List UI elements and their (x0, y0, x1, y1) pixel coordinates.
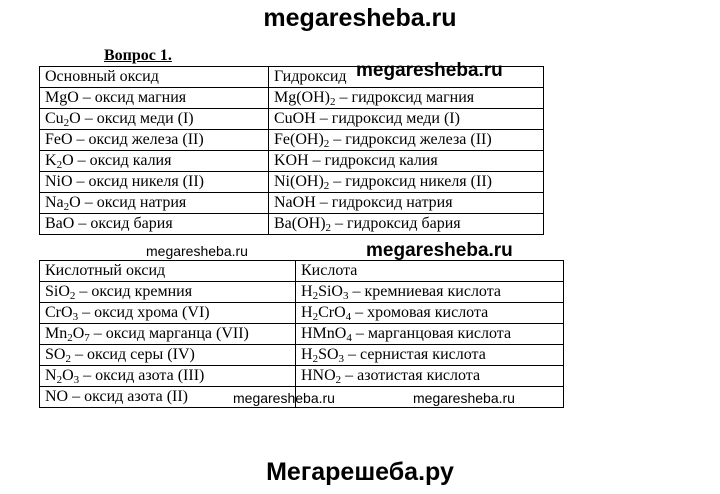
basic-oxides-table (39, 66, 544, 235)
watermark: megaresheba.ru (413, 390, 515, 406)
watermark: megaresheba.ru (146, 243, 248, 259)
table-row (40, 282, 564, 303)
column-header: Кислота (296, 261, 564, 282)
table-cell: $K_2O$ – оксид калия (40, 151, 269, 172)
table-cell: HMnO$_4$ – марганцовая кислота (296, 324, 564, 345)
column-header: Основный оксид (40, 67, 269, 88)
column-header: Кислотный оксид (40, 261, 296, 282)
table-row (40, 193, 544, 214)
table-row (40, 172, 544, 193)
table-cell: $H_2SiO_3$ – кремниевая кислота (296, 282, 564, 303)
table-cell: $SO_2$ – оксид серы (IV) (40, 345, 296, 366)
question-heading: Вопрос 1. (104, 47, 172, 64)
table-cell: $Na_2O$ – оксид натрия (40, 193, 269, 214)
table-cell: $HNO_2$ – азотистая кислота (296, 366, 564, 387)
table-cell: NaOH – гидроксид натрия (269, 193, 544, 214)
table-cell: MgO – оксид магния (40, 88, 269, 109)
table-row (40, 345, 564, 366)
table-cell: NO – оксид азота (II) (40, 387, 296, 408)
table-cell: FeO – оксид железа (II) (40, 130, 269, 151)
table-row (40, 151, 544, 172)
watermark: megaresheba.ru (356, 60, 503, 81)
table-cell: CrO$_3$ – оксид хрома (VI) (40, 303, 296, 324)
table-row (40, 214, 544, 235)
table-header-row (40, 261, 564, 282)
table-row (40, 324, 564, 345)
table-cell: $Mg(OH)_2$ – гидроксид магния (269, 88, 544, 109)
table-row (40, 109, 544, 130)
table-row (40, 130, 544, 151)
table-row (40, 366, 564, 387)
table-cell: NiO – оксид никеля (II) (40, 172, 269, 193)
table-cell: $Fe(OH)_2$ – гидроксид железа (II) (269, 130, 544, 151)
table-cell: KOH – гидроксид калия (269, 151, 544, 172)
watermark-bottom: Мегарешеба.ру (266, 458, 454, 486)
table-cell: BaO – оксид бария (40, 214, 269, 235)
table-cell: $H_2SO_3$ – сернистая кислота (296, 345, 564, 366)
watermark: megaresheba.ru (233, 390, 335, 406)
table-cell: $N_2O_3$ – оксид азота (III) (40, 366, 296, 387)
table-cell: $Ni(OH)_2$ – гидроксид никеля (II) (269, 172, 544, 193)
table-cell: CuOH – гидроксид меди (I) (269, 109, 544, 130)
column-header: Гидроксид (269, 67, 544, 88)
table-cell: $H_2CrO_4$ – хромовая кислота (296, 303, 564, 324)
table-cell: $Ba(OH)_2$ – гидроксид бария (269, 214, 544, 235)
table-cell: SiO$_2$ – оксид кремния (40, 282, 296, 303)
table-row (40, 88, 544, 109)
table-cell: $Mn_2O_7$ – оксид марганца (VII) (40, 324, 296, 345)
watermark: megaresheba.ru (366, 240, 513, 261)
acid-oxides-table (39, 260, 564, 408)
table-cell: $Cu_2O$ – оксид меди (I) (40, 109, 269, 130)
watermark-top: megaresheba.ru (263, 4, 457, 32)
table-row (40, 303, 564, 324)
